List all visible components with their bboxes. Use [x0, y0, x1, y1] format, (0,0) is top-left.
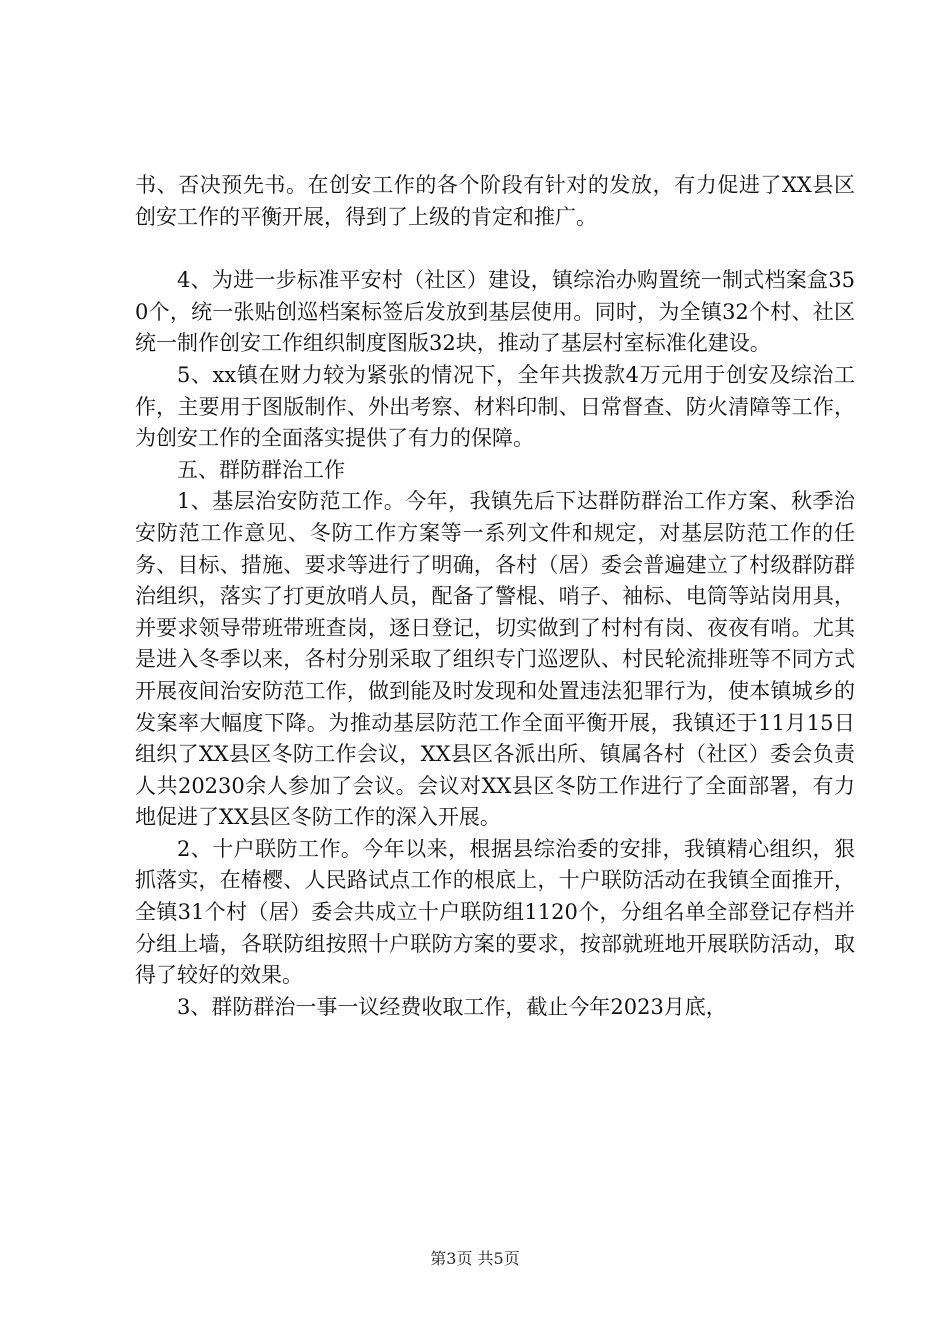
- document-body: [135, 170, 855, 1023]
- paragraph-section5-item-2: 2、十户联防工作。今年以来，根据县综治委的安排，我镇精心组织，狠抓落实，在椿樱、人民路试点工作的根底上，十户联防活动在我镇全面推开，全镇31个村（居）委会共成立十户联防组1120个，分组名单全部登记存档并分组上墙，各联防组按照十户联防方案的要求，按部就班地开展联防活动，取得了较好的效果。: [135, 836, 855, 988]
- paragraph-item-5: 5、xx镇在财力较为紧张的情况下，全年共拨款4万元用于创安及综治工作，主要用于图版制作、外出考察、材料印制、日常督查、防火清障等工作，为创安工作的全面落实提供了有力的保障。: [135, 362, 855, 451]
- paragraph-item-4: 4、为进一步标准平安村（社区）建设，镇综治办购置统一制式档案盒350个，统一张贴创巡档案标签后发放到基层使用。同时，为全镇32个村、社区统一制作创安工作组织制度图版32块，推动了基层村室标准化建设。: [135, 268, 855, 356]
- paragraph-continuation: 书、否决预先书。在创安工作的各个阶段有针对的发放，有力促进了XX县区创安工作的平衡开展，得到了上级的肯定和推广。: [135, 173, 855, 229]
- section-heading-5: 五、群防群治工作: [177, 457, 345, 482]
- paragraph-section5-item-1: 1、基层治安防范工作。今年，我镇先后下达群防群治工作方案、秋季治安防范工作意见、冬防工作方案等一系列文件和规定，对基层防范工作的任务、目标、措施、要求等进行了明确，各村（居）委会普遍建立了村级群防群治组织，落实了打更放哨人员，配备了警棍、哨子、袖标、电筒等站岗用具，并要求领导带班带班查岗，逐日登记，切实做到了村村有岗、夜夜有哨。尤其是进入冬季以来，各村分别采取了组织专门巡逻队、村民轮流排班等不同方式开展夜间治安防范工作，做到能及时发现和处置违法犯罪行为，使本镇城乡的发案率大幅度下降。为推动基层防范工作全面平衡开展，我镇还于11月15日组织了XX县区冬防工作会议，XX县区各派出所、镇属各村（社区）委会负责人共20230余人参加了会议。会议对XX县区冬防工作进行了全面部署，有力地促进了XX县区冬防工作的深入开展。: [135, 489, 855, 830]
- page-footer: 第3页 共5页: [430, 1249, 520, 1268]
- paragraph-section5-item-3: 3、群防群治一事一议经费收取工作，截止今年2023月底，: [177, 994, 727, 1019]
